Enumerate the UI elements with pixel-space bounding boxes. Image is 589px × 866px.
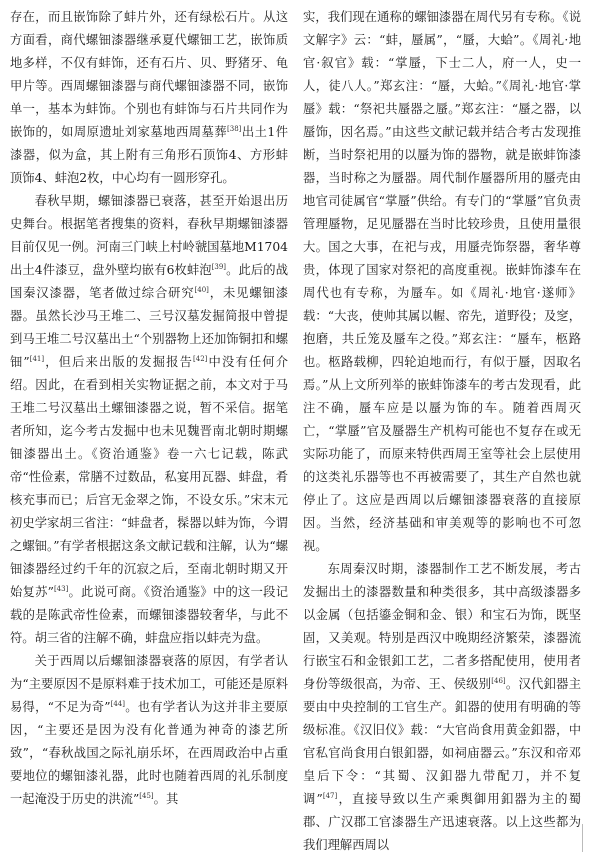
citation-reference: [42]: [193, 354, 208, 363]
right-text-column: [303, 6, 581, 856]
page-edge-mark: [582, 824, 588, 852]
body-text: 。此说可商。《资治通鉴》中的这一段记载的是陈武帝性俭素，而螺钿漆器较奢华，与此不符。胡三省的注解不确，蚌盘应指以蚌壳为盘。: [10, 585, 288, 645]
left-text-column: [10, 6, 288, 856]
body-text: ，但后来出版的发掘报告: [44, 355, 194, 369]
paragraph: [10, 6, 288, 190]
citation-reference: [40]: [194, 285, 209, 294]
citation-reference: [38]: [227, 124, 242, 133]
body-text: 。汉代釦器主要由中央控制的工官生产。釦器的使用有明确的等级标准。《汉旧仪》载：“大官尚食用黄金釦器，中官私官尚食用白银釦器，如祠庙器云。”东汉和帝邓皇后下令：“其蜀、汉釦器九带配刀，并不复调”: [303, 677, 581, 806]
paragraph: [303, 6, 581, 558]
body-text: 出土1件漆器，似为盒，其上附有三角形石顶饰4、方形蚌顶饰4、蚌泡2枚，中心均有一圆形穿孔。: [10, 125, 288, 185]
citation-reference: [39]: [211, 262, 227, 271]
citation-reference: [43]: [53, 584, 69, 593]
body-text: 实，我们现在通称的螺钿漆器在周代另有专称。《说文解字》云：“蚌，蜃属”，“蜃，大蛤”。《周礼·地官·叙官》载：“掌蜃，下士二人，府一人，史一人，徒八人。”郑玄注：“蜃，大蛤。”《周礼·地官·掌蜃》载：“祭祀共蜃器之蜃。”郑玄注：“蜃之器，以蜃饰，因名焉。”由这些文献记载并结合考古发现推断，当时祭祀用的以蜃为饰的器物，就是嵌蚌饰漆器，当时称之为蜃器。周代制作蜃器所用的蜃壳由地官司徒属官“掌蜃”供给。有专门的“掌蜃”官负责管理蜃物，足见蜃器在当时比较珍贵，且使用量很大。国之大事，在祀与戎，用蜃壳饰祭器，奢华尊贵，体现了国家对祭祀的高度重视。嵌蚌饰漆车在周代也有专称，为蜃车。如《周礼·地官·遂师》载：“大丧，使帅其属以幄、帟先，道野役；及窆，抱磨，共丘笼及蜃车之役。”郑玄注：“蜃车，柩路也。柩路载柳，四轮迫地而行，有似于蜃，因取名焉。”从上文所列举的嵌蚌饰漆车的考古发现看，此注不确，蜃车应是以蜃为饰的车。随着西周灭亡，“掌蜃”官及蜃器生产机构可能也不复存在或无实际功能了，而原来特供西周王室等社会上层使用的这类礼乐器等也不再被需要了，其生产自然也就停止了。这应是西周以后螺钿漆器衰落的直接原因。当然，经济基础和审美观等的影响也不可忽视。: [303, 10, 581, 553]
body-text: ，未见螺钿漆器。虽然长沙马王堆二、三号汉墓发掘简报中曾提到马王堆二号汉墓出土“个别器物上还加饰铜扣和螺钿”: [10, 286, 288, 369]
body-text: 春秋早期，螺钿漆器已衰落，甚至开始退出历史舞台。根据笔者搜集的资料，春秋早期螺钿漆器目前仅见一例。河南三门峡上村岭虢国墓地M1704出土4件漆豆，盘外壁均嵌有6枚蚌泡: [10, 194, 288, 277]
paragraph: [10, 190, 288, 650]
body-text: ，直接导致以生产乘舆御用釦器为主的蜀郡、广汉郡工官漆器生产迅速衰落。以上这些都为我们理解西周以: [303, 792, 581, 852]
citation-reference: [45]: [139, 791, 154, 800]
citation-reference: [46]: [491, 676, 506, 685]
body-text: 。也有学者认为这并非主要原因，“主要还是因为没有化普通为神奇的漆艺所致”，“春秋战国之际礼崩乐坏，在西周政治中占重要地位的螺钿漆礼器，此时也随着西周的礼乐制度一起淹没于历史的洪流”: [10, 700, 288, 806]
body-text: 东周秦汉时期，漆器制作工艺不断发展，考古发掘出土的漆器数量和种类很多，其中高级漆器多以金属（包括鎏金铜和金、银）和宝石为饰，既坚固，又美观。特别是西汉中晚期经济繁荣，漆器流行嵌宝石和金银釦工艺，二者多搭配使用，使用者身份等级很高，为帝、王、侯级别: [303, 562, 581, 691]
body-text: 存在，而且嵌饰除了蚌片外，还有绿松石片。从这方面看，商代螺钿漆器继承夏代螺钿工艺，嵌饰质地多样，不仅有蚌饰，还有石片、贝、野猪牙、龟甲片等。西周螺钿漆器与商代螺钿漆器不同，嵌饰单一，基本为蚌饰。个别也有蚌饰与石片共同作为嵌饰的，如周原遗址刘家墓地西周墓葬: [10, 10, 288, 139]
citation-reference: [44]: [110, 699, 125, 708]
body-text: 中没有任何介绍。因此，在看到相关实物证据之前，本文对于马王堆二号汉墓出土螺钿漆器之说，暂不采信。据笔者所知，迄今考古发掘中也未见魏晋南北朝时期螺钿漆器出土。《资治通鉴》卷一六七记载，陈武帝“性俭素，常膳不过数品，私宴用瓦器、蚌盘，肴核充事而已；后宫无金翠之饰，不设女乐。”宋末元初史学家胡三省注：“蚌盘者，髹器以蚌为饰，今谓之螺钿。”有学者根据这条文献记载和注解，认为“螺钿漆器经过约千年的沉寂之后，至南北朝时期又开始复苏”: [10, 355, 288, 599]
paragraph: [10, 650, 288, 811]
citation-reference: [47]: [322, 791, 338, 800]
body-text: 。其: [153, 792, 179, 806]
body-text: 。此后的战国秦汉漆器，笔者做过综合研究: [10, 263, 288, 300]
body-text: 关于西周以后螺钿漆器衰落的原因，有学者认为“主要原因不是原料难于技术加工，可能还是原料易得，“不足为奇”: [10, 654, 288, 714]
citation-reference: [41]: [29, 354, 45, 363]
paragraph: [303, 558, 581, 856]
